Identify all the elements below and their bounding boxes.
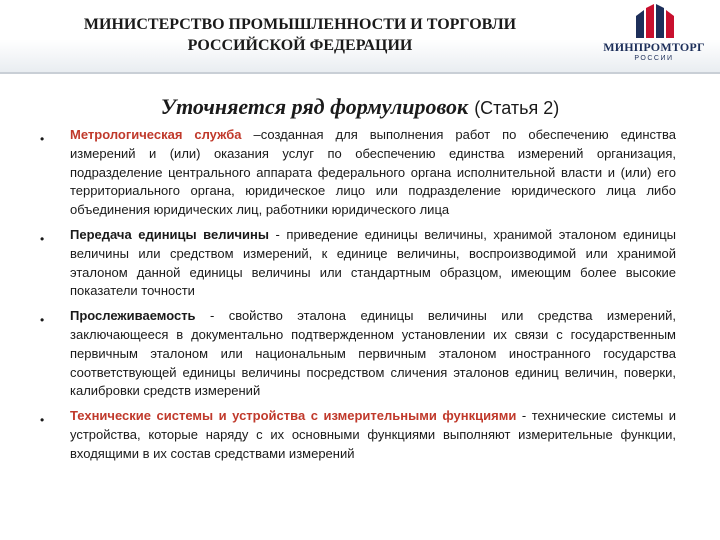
list-item <box>70 407 676 463</box>
definitions-list <box>70 126 676 470</box>
minpromtorg-logo <box>598 4 710 68</box>
ministry-title-line1: МИНИСТЕРСТВО ПРОМЫШЛЕННОСТИ И ТОРГОВЛИ <box>83 16 517 33</box>
term-definition: - свойство эталона единицы величины или средства измерений, заключающееся в документально подтвержденном установлении их связи с государственным первичным эталоном или национальным первичным эталоном иностранного государства соответствующей единицы величины посредством сличения эталонов единиц величин, поверки, калибровки средств измерений <box>70 308 676 399</box>
term-definition: - технические системы и устройства, которые наряду с их основными функциями выполняют измерительные функции, входящими в их состав средствами измерений <box>70 408 676 461</box>
logo-name: МИНПРОМТОРГ <box>603 40 705 54</box>
ministry-title-line2: РОССИЙСКОЙ ФЕДЕРАЦИИ <box>187 37 413 54</box>
term-label: Технические системы и устройства с измерительными функциями <box>70 408 517 424</box>
term-label: Прослеживаемость <box>70 308 196 324</box>
term-label: Метрологическая служба <box>70 127 242 142</box>
term-label: Передача единицы величины <box>70 226 269 242</box>
term-definition: –созданная для выполнения работ по обеспечению единства измерений и (или) оказания услуг по обеспечению единства измерений организация, подразделение центрального аппарата федерального органа исполнительной власти и (или) его территориального органа, юридическое лицо или подразделение юридического лица либо объединения юридических лиц, работники юридического лица <box>70 127 676 218</box>
slide-title-main: Уточняется ряд формулировок <box>160 94 469 119</box>
logo-subtitle: РОССИИ <box>634 55 674 62</box>
term-definition: - приведение единицы величины, хранимой эталоном единицы величины или средством измерений, к единице величины, воспроизводимой или хранимой эталоном данной единицы величины или стандартным образцом, имеющим более высокие показатели точности <box>70 226 676 299</box>
flag-emblem-icon <box>598 4 710 40</box>
ministry-title <box>60 14 540 56</box>
slide-title-suffix: (Статья 2) <box>474 98 560 118</box>
list-item <box>70 126 676 220</box>
slide-title <box>0 94 720 120</box>
list-item <box>70 307 676 401</box>
header-divider <box>0 72 720 74</box>
list-item <box>70 226 676 301</box>
